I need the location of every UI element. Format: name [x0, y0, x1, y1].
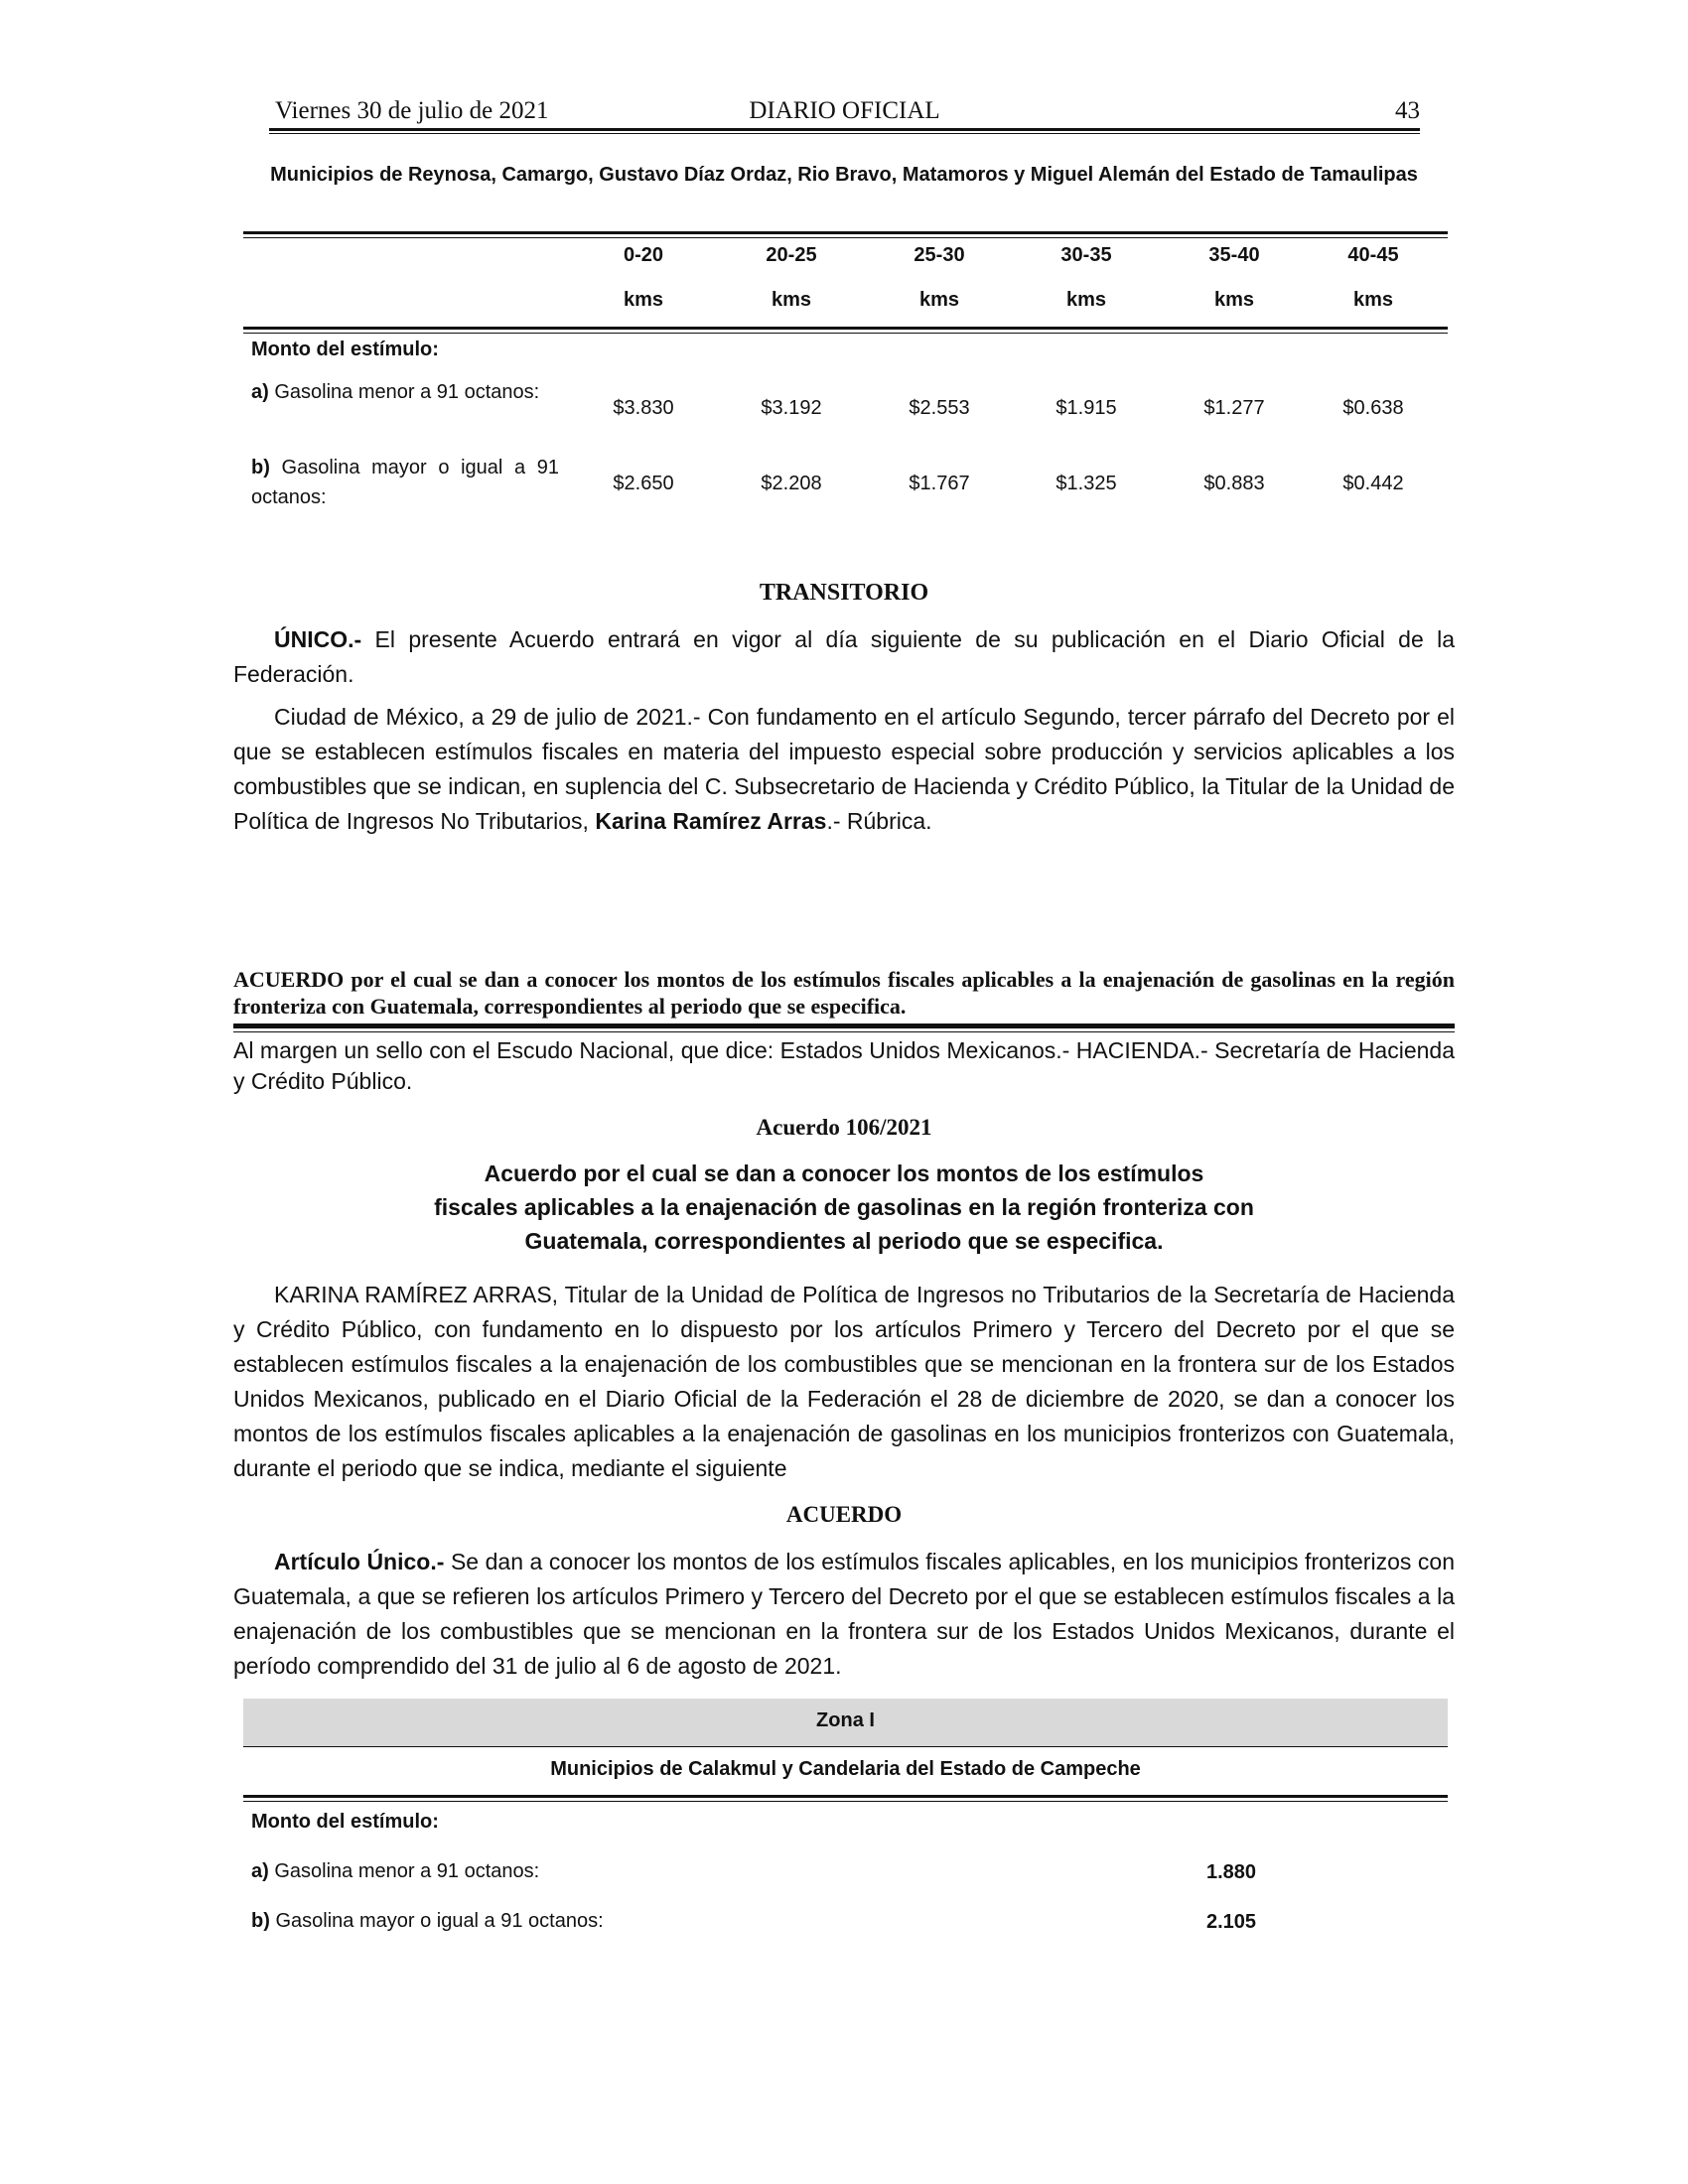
acuerdo-title: ACUERDO por el cual se dan a conocer los montos de los estímulos fiscales aplicables a la enajenación de gasolinas en la región fronteriza con Guatemala, correspondientes al periodo que se especifica. — [233, 967, 1455, 1019]
table1-cell: $1.915 — [1055, 397, 1117, 419]
table1-cell: $1.325 — [1055, 473, 1117, 494]
header-page-number: 43 — [1395, 97, 1420, 124]
table2-municipios: Municipios de Calakmul y Candelaria del Estado de Campeche — [550, 1758, 1141, 1780]
signer-name: Karina Ramírez Arras — [595, 808, 827, 834]
subtitle-line: Acuerdo por el cual se dan a conocer los montos de los estímulos — [484, 1160, 1204, 1186]
table1-cell: $0.638 — [1342, 397, 1404, 419]
table1-col-unit: kms — [1213, 289, 1255, 311]
table1-cell: $0.442 — [1342, 473, 1404, 494]
table1-section-label: Monto del estímulo: — [251, 339, 439, 360]
row-prefix: b) — [251, 457, 270, 478]
subtitle-line: fiscales aplicables a la enajenación de gasolinas en la región fronteriza con — [434, 1194, 1254, 1220]
table2-header-rule — [243, 1795, 1448, 1798]
preamble: KARINA RAMÍREZ ARRAS, Titular de la Unidad de Política de Ingresos no Tributarios de la Secretaría de Hacienda y Crédito Público, con fundamento en lo dispuesto por los artículos Primero y Tercero del Decreto por el que se establecen estímulos fiscales a la enajenación de los combustibles que se mencionan en la frontera sur de los Estados Unidos Mexicanos, publicado en el Diario Oficial de la Federación el 28 de diciembre de 2020, se dan a conocer los montos de los estímulos fiscales aplicables a la enajenación de gasolinas en los municipios fronterizos con Guatemala, durante el periodo que se indica, mediante el siguiente — [233, 1282, 1455, 1481]
acuerdo-title-rule — [233, 1024, 1455, 1028]
table2-cell: 2.105 — [1205, 1911, 1257, 1933]
row-prefix: a) — [251, 381, 269, 403]
zone-rule — [243, 1746, 1448, 1747]
table1-top-rule — [243, 231, 1448, 234]
table1-header-rule — [243, 327, 1448, 330]
table1-col-range: 40-45 — [1347, 244, 1399, 266]
table1-col-unit: kms — [771, 289, 812, 311]
table1-col-unit: kms — [918, 289, 960, 311]
zone-label: Zona I — [816, 1709, 875, 1731]
table1-col-unit: kms — [1065, 289, 1107, 311]
table1-row-label — [251, 453, 559, 512]
table1-cell: $3.192 — [761, 397, 822, 419]
table1-col-range: 20-25 — [766, 244, 817, 266]
header-date: Viernes 30 de julio de 2021 — [275, 97, 549, 124]
table1-col-unit: kms — [1352, 289, 1394, 311]
row-label-text: Gasolina menor a 91 octanos: — [274, 381, 540, 403]
table2-section-label: Monto del estímulo: — [251, 1811, 439, 1833]
table1-title: Municipios de Reynosa, Camargo, Gustavo Díaz Ordaz, Rio Bravo, Matamoros y Miguel Alemán del Estado de Tamaulipas — [270, 164, 1418, 186]
table1-col-range: 35-40 — [1208, 244, 1260, 266]
transitorio-signature — [233, 700, 1455, 839]
table1-cell: $1.767 — [909, 473, 970, 494]
articulo-unico — [233, 1545, 1455, 1684]
unico-text: El presente Acuerdo entrará en vigor al día siguiente de su publicación en el Diario Oficial de la Federación. — [233, 626, 1456, 687]
table2-row-label — [251, 1906, 604, 1936]
table1-col-range: 0-20 — [623, 244, 664, 266]
table1-cell: $3.830 — [613, 397, 674, 419]
table1-cell: $2.208 — [761, 473, 822, 494]
signature-text: Ciudad de México, a 29 de julio de 2021.- Con fundamento en el artículo Segundo, tercer párrafo del Decreto por el que se establecen estímulos fiscales en materia del impuesto especial sobre producción y servicios aplicables a los combustibles que se indican, en suplencia del C. Subsecretario de Hacienda y Crédito Público, la Titular de la Unidad de Política de Ingresos No Tributarios, — [233, 704, 1455, 834]
header-publication: DIARIO OFICIAL — [749, 97, 940, 124]
row-label-text: Gasolina menor a 91 octanos: — [274, 1860, 540, 1882]
table2-row-label — [251, 1856, 539, 1886]
header-rule-thin — [269, 133, 1420, 134]
margin-note: Al margen un sello con el Escudo Nacional, que dice: Estados Unidos Mexicanos.- HACIENDA.- Secretaría de Hacienda y Crédito Público. — [233, 1037, 1455, 1094]
subtitle-line: Guatemala, correspondientes al periodo que se especifica. — [524, 1228, 1164, 1254]
table1-row-label — [251, 377, 559, 407]
row-prefix: b) — [251, 1910, 270, 1932]
table2-cell: 1.880 — [1205, 1861, 1257, 1883]
acuerdo-number: Acuerdo 106/2021 — [756, 1115, 932, 1140]
unico-label: ÚNICO.- — [274, 626, 362, 652]
table1-col-range: 25-30 — [914, 244, 965, 266]
articulo-label: Artículo Único.- — [274, 1549, 445, 1574]
table1-cell: $1.277 — [1203, 397, 1265, 419]
acuerdo-heading: ACUERDO — [785, 1502, 903, 1527]
articulo-text: Se dan a conocer los montos de los estímulos fiscales aplicables, en los municipios fronterizos con Guatemala, a que se refieren los artículos Primero y Tercero del Decreto por el que se establecen estímulos fiscales a la enajenación de los combustibles que se mencionan en la frontera sur de los Estados Unidos Mexicanos, durante el período comprendido del 31 de julio al 6 de agosto de 2021. — [233, 1549, 1456, 1679]
acuerdo-subtitle — [233, 1157, 1455, 1258]
row-label-text: Gasolina mayor o igual a 91 octanos: — [275, 1910, 604, 1932]
table1-col-range: 30-35 — [1060, 244, 1112, 266]
row-label-text: Gasolina mayor o igual a 91 octanos: — [251, 457, 559, 508]
table1-cell: $2.650 — [613, 473, 674, 494]
table1-cell: $0.883 — [1203, 473, 1265, 494]
transitorio-unico — [233, 622, 1455, 692]
transitorio-heading: TRANSITORIO — [759, 580, 929, 606]
header-rule — [269, 128, 1420, 131]
page-header — [269, 97, 1420, 131]
table1-cell: $2.553 — [909, 397, 970, 419]
row-prefix: a) — [251, 1860, 269, 1882]
table1-col-unit: kms — [623, 289, 664, 311]
signature-end: .- Rúbrica. — [826, 808, 932, 834]
